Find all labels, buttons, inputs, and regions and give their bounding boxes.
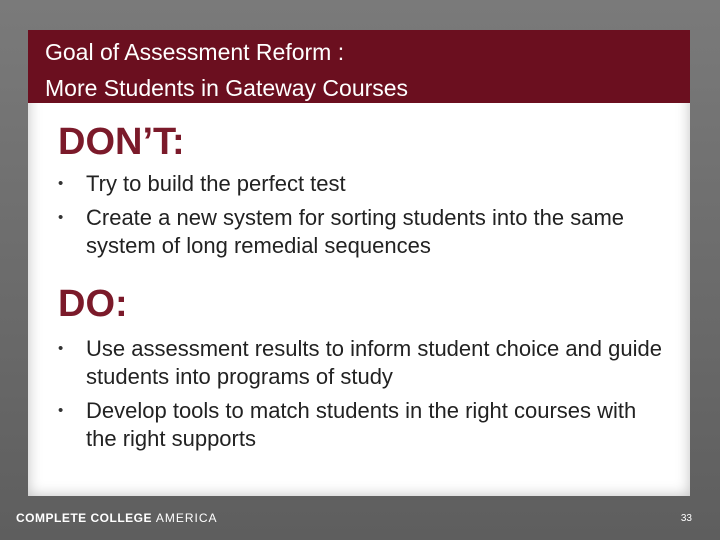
- slide-title-line-2: More Students in Gateway Courses: [45, 75, 409, 101]
- logo-text-accent: AMERICA: [155, 511, 218, 525]
- do-bullet-item: [58, 397, 668, 453]
- bullet-icon: •: [58, 175, 64, 192]
- slide-title-line-1: Goal of Assessment Reform :: [45, 39, 345, 65]
- dont-bullet-item: [58, 170, 668, 198]
- dont-bullet-item: [58, 204, 668, 260]
- logo-text-bold: COMPLETE COLLEGE: [16, 511, 153, 525]
- bullet-icon: •: [58, 209, 64, 226]
- dont-bullet-text: Create a new system for sorting students into the same system of long remedial sequences: [86, 205, 625, 258]
- page-number: 33: [680, 513, 692, 524]
- do-bullet-item: [58, 335, 668, 391]
- dont-heading: DON’T:: [58, 121, 185, 163]
- do-bullet-text: Develop tools to match students in the right courses with the right supports: [86, 398, 637, 451]
- bullet-icon: •: [58, 402, 64, 419]
- bullet-icon: •: [58, 340, 64, 357]
- complete-college-america-logo: [16, 511, 218, 525]
- do-bullet-text: Use assessment results to inform student choice and guide students into programs of study: [86, 336, 662, 389]
- dont-bullet-text: Try to build the perfect test: [86, 171, 346, 196]
- do-heading: DO:: [58, 283, 128, 325]
